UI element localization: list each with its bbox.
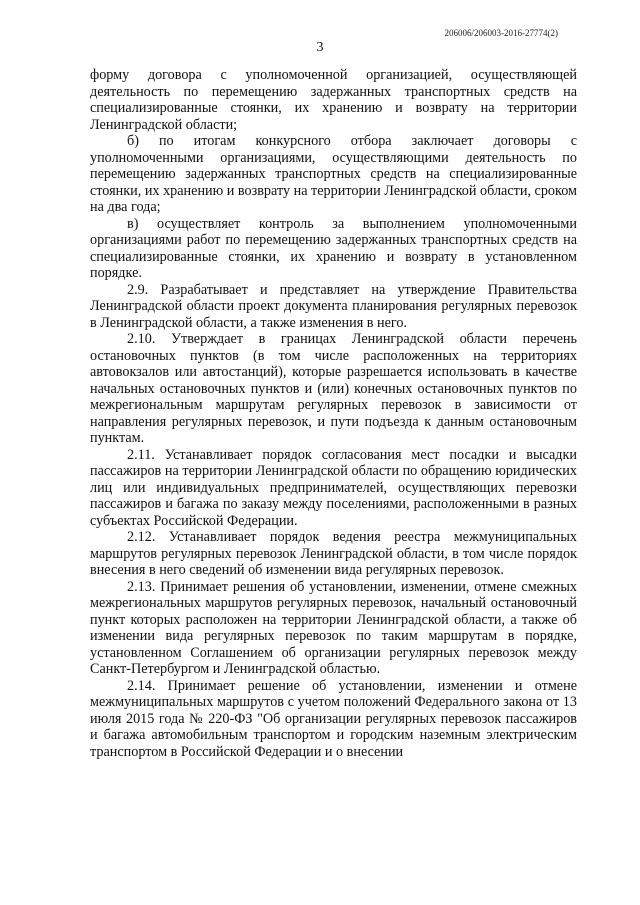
paragraph-2-14: 2.14. Принимает решение об установлении, изменении и отмене межмуниципальных маршрутов с учетом положений Федерального закона от 13 июля 2015 года № 220-ФЗ "Об организации регулярных перевозок пассажиров и багажа автомобильным транспортом и городским наземным электрическим транспортом в Российской Федерации и о внесении [90, 677, 577, 760]
paragraph-2-12: 2.12. Устанавливает порядок ведения реестра межмуниципальных маршрутов регулярных перевозок Ленинградской области, в том числе порядок внесения в него сведений об изменении вида регулярных перевозок. [90, 529, 577, 578]
paragraph-2-11: 2.11. Устанавливает порядок согласования мест посадки и высадки пассажиров на территории Ленинградской области по обращению юридических лиц или индивидуальных предпринимателей, осуществляющих перевозки пассажиров и багажа по заказу между поселениями, расположенными в разных субъектах Российской Федерации. [90, 446, 577, 529]
paragraph-2-13: 2.13. Принимает решения об установлении, изменении, отмене смежных межрегиональных маршрутов регулярных перевозок, начальный остановочный пункт которых расположен на территории Ленинградской области, а также об изменении вида регулярных перевозок по таким маршрутам в порядке, установленном Соглашением об организации регулярных перевозок между Санкт-Петербургом и Ленинградской областью. [90, 578, 577, 677]
document-body [90, 67, 577, 760]
paragraph-continuation: форму договора с уполномоченной организацией, осуществляющей деятельность по перемещению задержанных транспортных средств на специализированные стоянки, их хранению и возврату на территории Ленинградской области; [90, 67, 577, 133]
paragraph-2-9: 2.9. Разрабатывает и представляет на утверждение Правительства Ленинградской области проект документа планирования регулярных перевозок в Ленинградской области, а также изменения в него. [90, 281, 577, 331]
paragraph-item-v: в) осуществляет контроль за выполнением уполномоченными организациями работ по перемещению задержанных транспортных средств на специализированные стоянки, их хранению и возврату в установленном порядке. [90, 215, 577, 281]
document-id: 206006/206003-2016-27774(2) [444, 28, 558, 38]
paragraph-item-b: б) по итогам конкурсного отбора заключает договоры с уполномоченными организациями, осуществляющими деятельность по перемещению задержанных транспортных средств на специализированные стоянки, их хранению и возврату на территории Ленинградской области, сроком на два года; [90, 133, 577, 215]
paragraph-2-10: 2.10. Утверждает в границах Ленинградской области перечень остановочных пунктов (в том числе расположенных на территориях автовокзалов или автостанций), которые разрешается использовать в качестве начальных остановочных пунктов и (или) конечных остановочных пунктов по межрегиональным маршрутам регулярных перевозок в зависимости от направления регулярных перевозок, и пути подъезда к данным остановочным пунктам. [90, 331, 577, 446]
page-number: 3 [316, 40, 324, 55]
